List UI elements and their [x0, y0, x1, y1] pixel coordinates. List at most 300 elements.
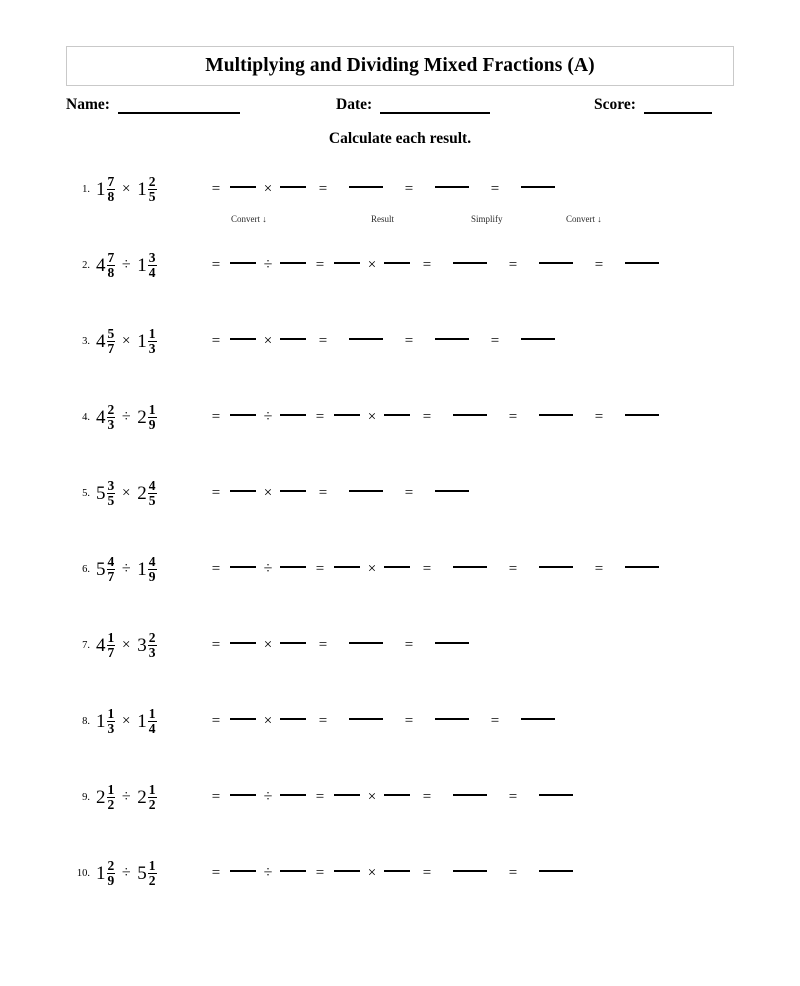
answer-blank-cell[interactable] — [278, 416, 308, 418]
answer-blank-cell[interactable] — [338, 492, 394, 494]
divide-sign: ÷ — [121, 256, 131, 273]
answer-blank-cell[interactable] — [228, 340, 258, 342]
answer-blank-cell[interactable] — [278, 568, 308, 570]
answer-blank[interactable] — [280, 490, 306, 492]
divide-sign: ÷ — [263, 408, 273, 425]
denominator: 9 — [148, 568, 156, 584]
divide-sign: ÷ — [121, 864, 131, 881]
solution-chain — [204, 561, 766, 577]
answer-blank[interactable] — [349, 186, 383, 188]
numerator: 1 — [148, 705, 156, 721]
equals-sign: = — [508, 408, 518, 425]
answer-blank[interactable] — [539, 414, 573, 416]
denominator: 5 — [107, 492, 115, 508]
fraction-part — [148, 631, 157, 660]
numerator: 1 — [148, 857, 156, 873]
fraction-part — [107, 859, 116, 888]
denominator: 2 — [148, 796, 156, 812]
fraction-part — [107, 783, 116, 812]
equals-sign: = — [594, 256, 604, 273]
equals-sign: = — [318, 332, 328, 349]
mixed-number — [96, 859, 115, 888]
student-info-row — [66, 96, 734, 130]
answer-blank[interactable] — [384, 414, 410, 416]
answer-blank[interactable] — [539, 566, 573, 568]
step-label-convert-up: Convert ↓ — [231, 214, 267, 224]
mixed-number — [137, 859, 156, 888]
problem-line — [66, 546, 766, 592]
solution-chain — [204, 182, 766, 197]
answer-blank-cell[interactable] — [382, 568, 412, 570]
numerator: 1 — [107, 781, 115, 797]
problem-line — [66, 394, 766, 440]
answer-blank-cell[interactable] — [278, 644, 308, 646]
answer-blank[interactable] — [230, 414, 256, 416]
answer-blank-cell[interactable] — [332, 796, 362, 798]
denominator: 8 — [107, 188, 115, 204]
problem-number: 10. — [76, 867, 90, 879]
whole-part: 3 — [137, 634, 147, 656]
answer-blank-cell[interactable] — [278, 340, 308, 342]
step-label-simplify: Simplify — [471, 214, 503, 224]
name-write-line[interactable] — [118, 112, 240, 114]
denominator: 3 — [107, 720, 115, 736]
equals-sign: = — [490, 712, 500, 729]
answer-blank-cell[interactable] — [382, 264, 412, 266]
answer-blank[interactable] — [334, 566, 360, 568]
mixed-number — [137, 479, 156, 508]
answer-blank[interactable] — [435, 718, 469, 720]
solution-chain — [204, 638, 766, 653]
answer-blank[interactable] — [280, 794, 306, 796]
solution-chain — [204, 789, 766, 805]
answer-blank[interactable] — [230, 794, 256, 796]
answer-blank[interactable] — [349, 718, 383, 720]
answer-blank-cell[interactable] — [614, 568, 670, 570]
mixed-number — [137, 175, 156, 204]
numerator: 1 — [107, 705, 115, 721]
numerator: 5 — [107, 325, 115, 341]
denominator: 7 — [107, 568, 115, 584]
equals-sign: = — [404, 180, 414, 197]
mixed-number — [137, 707, 156, 736]
denominator: 3 — [148, 644, 156, 660]
equals-sign: = — [422, 256, 432, 273]
answer-blank-cell[interactable] — [528, 568, 584, 570]
answer-blank[interactable] — [349, 642, 383, 644]
answer-blank-cell[interactable] — [278, 492, 308, 494]
answer-blank[interactable] — [334, 262, 360, 264]
divide-sign: ÷ — [263, 256, 273, 273]
answer-blank[interactable] — [334, 870, 360, 872]
equals-sign: = — [318, 484, 328, 501]
fraction-part — [107, 707, 116, 736]
answer-blank[interactable] — [230, 566, 256, 568]
answer-blank-cell[interactable] — [338, 188, 394, 190]
equals-sign: = — [404, 636, 414, 653]
fraction-part — [148, 175, 157, 204]
step-label-row — [66, 214, 766, 232]
problem-line — [66, 318, 766, 364]
denominator: 7 — [107, 340, 115, 356]
equals-sign: = — [211, 332, 221, 349]
answer-blank[interactable] — [384, 794, 410, 796]
denominator: 9 — [148, 416, 156, 432]
equals-sign: = — [211, 864, 221, 881]
whole-part: 1 — [96, 862, 106, 884]
problem-line — [66, 850, 766, 896]
whole-part: 4 — [96, 406, 106, 428]
answer-blank[interactable] — [453, 870, 487, 872]
multiply-sign: × — [263, 636, 273, 653]
answer-blank[interactable] — [521, 338, 555, 340]
answer-blank-cell[interactable] — [442, 568, 498, 570]
answer-blank-cell[interactable] — [528, 796, 584, 798]
fraction-part — [148, 859, 157, 888]
problem-line — [66, 470, 766, 516]
problem-line — [66, 622, 766, 668]
answer-blank-cell[interactable] — [442, 416, 498, 418]
answer-blank-cell[interactable] — [382, 416, 412, 418]
problem-expression — [96, 783, 204, 812]
answer-blank[interactable] — [230, 490, 256, 492]
problem-row — [66, 470, 766, 546]
answer-blank[interactable] — [625, 414, 659, 416]
answer-blank-cell[interactable] — [332, 872, 362, 874]
whole-part: 2 — [137, 786, 147, 808]
step-label-convert-down: Convert ↓ — [566, 214, 602, 224]
answer-blank[interactable] — [280, 262, 306, 264]
answer-blank-cell[interactable] — [510, 720, 566, 722]
answer-blank[interactable] — [230, 870, 256, 872]
answer-blank[interactable] — [539, 870, 573, 872]
answer-blank-cell[interactable] — [442, 796, 498, 798]
problem-number: 3. — [82, 335, 90, 347]
answer-blank-cell[interactable] — [510, 188, 566, 190]
divide-sign: ÷ — [121, 560, 131, 577]
equals-sign: = — [508, 560, 518, 577]
fraction-part — [148, 707, 157, 736]
numerator: 2 — [148, 629, 156, 645]
answer-blank[interactable] — [280, 186, 306, 188]
divide-sign: ÷ — [121, 408, 131, 425]
mixed-number — [137, 403, 156, 432]
equals-sign: = — [422, 864, 432, 881]
name-field[interactable] — [66, 96, 240, 114]
answer-blank[interactable] — [280, 642, 306, 644]
answer-blank[interactable] — [453, 414, 487, 416]
answer-blank[interactable] — [349, 490, 383, 492]
problem-line — [66, 774, 766, 820]
whole-part: 2 — [137, 406, 147, 428]
mixed-number — [96, 251, 115, 280]
answer-blank[interactable] — [230, 262, 256, 264]
denominator: 4 — [148, 720, 156, 736]
fraction-part — [107, 479, 116, 508]
numerator: 4 — [148, 477, 156, 493]
answer-blank-cell[interactable] — [338, 644, 394, 646]
problem-number: 8. — [82, 715, 90, 727]
multiply-sign: × — [122, 180, 131, 197]
answer-blank-cell[interactable] — [332, 264, 362, 266]
divide-sign: ÷ — [121, 788, 131, 805]
answer-blank[interactable] — [230, 338, 256, 340]
whole-part: 4 — [96, 254, 106, 276]
answer-blank[interactable] — [230, 186, 256, 188]
answer-blank[interactable] — [384, 870, 410, 872]
answer-blank-cell[interactable] — [278, 264, 308, 266]
answer-blank[interactable] — [625, 262, 659, 264]
denominator: 5 — [148, 492, 156, 508]
equals-sign: = — [211, 408, 221, 425]
answer-blank[interactable] — [625, 566, 659, 568]
answer-blank[interactable] — [384, 566, 410, 568]
multiply-sign: × — [122, 484, 131, 501]
fraction-part — [107, 175, 116, 204]
score-field[interactable] — [594, 96, 712, 114]
answer-blank-cell[interactable] — [528, 872, 584, 874]
numerator: 1 — [148, 325, 156, 341]
multiply-sign: × — [367, 788, 377, 805]
answer-blank-cell[interactable] — [424, 188, 480, 190]
denominator: 2 — [107, 796, 115, 812]
numerator: 4 — [107, 553, 115, 569]
whole-part: 4 — [96, 634, 106, 656]
fraction-part — [107, 555, 116, 584]
equals-sign: = — [404, 332, 414, 349]
answer-blank[interactable] — [435, 338, 469, 340]
answer-blank-cell[interactable] — [278, 188, 308, 190]
equals-sign: = — [211, 788, 221, 805]
whole-part: 5 — [96, 482, 106, 504]
multiply-sign: × — [367, 408, 377, 425]
answer-blank[interactable] — [435, 642, 469, 644]
fraction-part — [148, 783, 157, 812]
denominator: 8 — [107, 264, 115, 280]
answer-blank-cell[interactable] — [424, 492, 480, 494]
fraction-part — [148, 251, 157, 280]
answer-blank[interactable] — [230, 642, 256, 644]
numerator: 1 — [148, 401, 156, 417]
answer-blank-cell[interactable] — [278, 796, 308, 798]
equals-sign: = — [211, 484, 221, 501]
equals-sign: = — [211, 256, 221, 273]
instructions: Calculate each result. — [328, 130, 472, 147]
answer-blank-cell[interactable] — [228, 264, 258, 266]
multiply-sign: × — [263, 180, 273, 197]
answer-blank-cell[interactable] — [332, 568, 362, 570]
answer-blank-cell[interactable] — [278, 720, 308, 722]
problem-row — [66, 242, 766, 318]
answer-blank[interactable] — [280, 338, 306, 340]
fraction-part — [148, 327, 157, 356]
numerator: 4 — [148, 553, 156, 569]
answer-blank-cell[interactable] — [228, 644, 258, 646]
answer-blank-cell[interactable] — [528, 416, 584, 418]
answer-blank-cell[interactable] — [614, 416, 670, 418]
answer-blank[interactable] — [280, 870, 306, 872]
answer-blank[interactable] — [384, 262, 410, 264]
answer-blank[interactable] — [539, 794, 573, 796]
equals-sign: = — [508, 864, 518, 881]
whole-part: 2 — [137, 482, 147, 504]
answer-blank-cell[interactable] — [382, 872, 412, 874]
answer-blank-cell[interactable] — [228, 796, 258, 798]
answer-blank-cell[interactable] — [614, 264, 670, 266]
mixed-number — [96, 479, 115, 508]
title-box — [66, 46, 734, 86]
divide-sign: ÷ — [263, 864, 273, 881]
numerator: 7 — [107, 173, 115, 189]
date-write-line[interactable] — [380, 112, 490, 114]
denominator: 7 — [107, 644, 115, 660]
problem-row — [66, 546, 766, 622]
numerator: 1 — [107, 629, 115, 645]
mixed-number — [96, 631, 115, 660]
mixed-number — [96, 327, 115, 356]
name-label: Name: — [66, 96, 110, 113]
fraction-part — [107, 403, 116, 432]
whole-part: 1 — [96, 178, 106, 200]
equals-sign: = — [211, 712, 221, 729]
numerator: 7 — [107, 249, 115, 265]
answer-blank-cell[interactable] — [228, 720, 258, 722]
answer-blank[interactable] — [521, 186, 555, 188]
numerator: 3 — [107, 477, 115, 493]
answer-blank-cell[interactable] — [278, 872, 308, 874]
equals-sign: = — [422, 560, 432, 577]
problem-row — [66, 318, 766, 394]
mixed-number — [96, 783, 115, 812]
equals-sign: = — [211, 636, 221, 653]
divide-sign: ÷ — [263, 560, 273, 577]
answer-blank[interactable] — [453, 262, 487, 264]
fraction-part — [107, 327, 116, 356]
multiply-sign: × — [122, 636, 131, 653]
denominator: 3 — [148, 340, 156, 356]
answer-blank[interactable] — [453, 794, 487, 796]
whole-part: 1 — [137, 710, 147, 732]
whole-part: 4 — [96, 330, 106, 352]
numerator: 2 — [148, 173, 156, 189]
answer-blank-cell[interactable] — [442, 264, 498, 266]
score-write-line[interactable] — [644, 112, 712, 114]
multiply-sign: × — [263, 332, 273, 349]
solution-chain — [204, 409, 766, 425]
whole-part: 1 — [96, 710, 106, 732]
equals-sign: = — [315, 864, 325, 881]
multiply-sign: × — [263, 712, 273, 729]
answer-blank-cell[interactable] — [228, 568, 258, 570]
denominator: 3 — [107, 416, 115, 432]
mixed-number — [96, 555, 115, 584]
answer-blank-cell[interactable] — [338, 340, 394, 342]
answer-blank[interactable] — [230, 718, 256, 720]
problem-row — [66, 850, 766, 926]
answer-blank[interactable] — [349, 338, 383, 340]
problem-row — [66, 774, 766, 850]
answer-blank-cell[interactable] — [442, 872, 498, 874]
problem-number: 9. — [82, 791, 90, 803]
answer-blank-cell[interactable] — [382, 796, 412, 798]
answer-blank[interactable] — [334, 414, 360, 416]
mixed-number — [137, 251, 156, 280]
multiply-sign: × — [367, 560, 377, 577]
problem-number: 7. — [82, 639, 90, 651]
answer-blank-cell[interactable] — [228, 416, 258, 418]
problem-expression — [96, 707, 204, 736]
answer-blank-cell[interactable] — [338, 720, 394, 722]
equals-sign: = — [508, 256, 518, 273]
answer-blank-cell[interactable] — [424, 720, 480, 722]
denominator: 2 — [148, 872, 156, 888]
fraction-part — [107, 251, 116, 280]
problem-row — [66, 394, 766, 470]
equals-sign: = — [318, 636, 328, 653]
answer-blank[interactable] — [280, 718, 306, 720]
problem-expression — [96, 631, 204, 660]
answer-blank[interactable] — [435, 186, 469, 188]
equals-sign: = — [211, 560, 221, 577]
whole-part: 5 — [137, 862, 147, 884]
answer-blank-cell[interactable] — [424, 340, 480, 342]
mixed-number — [137, 631, 156, 660]
mixed-number — [137, 555, 156, 584]
answer-blank[interactable] — [453, 566, 487, 568]
date-field[interactable] — [336, 96, 490, 114]
answer-blank[interactable] — [280, 566, 306, 568]
multiply-sign: × — [263, 484, 273, 501]
problem-expression — [96, 175, 204, 204]
divide-sign: ÷ — [263, 788, 273, 805]
answer-blank-cell[interactable] — [528, 264, 584, 266]
mixed-number — [96, 707, 115, 736]
whole-part: 1 — [137, 254, 147, 276]
problem-row — [66, 166, 766, 242]
answer-blank[interactable] — [539, 262, 573, 264]
answer-blank[interactable] — [334, 794, 360, 796]
mixed-number — [96, 175, 115, 204]
equals-sign: = — [594, 560, 604, 577]
mixed-number — [137, 327, 156, 356]
answer-blank-cell[interactable] — [332, 416, 362, 418]
problem-row — [66, 622, 766, 698]
problem-number: 2. — [82, 259, 90, 271]
equals-sign: = — [211, 180, 221, 197]
equals-sign: = — [594, 408, 604, 425]
fraction-part — [148, 555, 157, 584]
answer-blank-cell[interactable] — [228, 492, 258, 494]
answer-blank-cell[interactable] — [510, 340, 566, 342]
answer-blank-cell[interactable] — [228, 872, 258, 874]
equals-sign: = — [315, 408, 325, 425]
problem-line — [66, 166, 766, 212]
fraction-part — [107, 631, 116, 660]
numerator: 1 — [148, 781, 156, 797]
problem-expression — [96, 859, 204, 888]
date-label: Date: — [336, 96, 373, 113]
answer-blank[interactable] — [280, 414, 306, 416]
numerator: 2 — [107, 401, 115, 417]
answer-blank[interactable] — [435, 490, 469, 492]
fraction-part — [148, 479, 157, 508]
problem-number: 6. — [82, 563, 90, 575]
answer-blank-cell[interactable] — [424, 644, 480, 646]
multiply-sign: × — [122, 332, 131, 349]
answer-blank[interactable] — [521, 718, 555, 720]
answer-blank-cell[interactable] — [228, 188, 258, 190]
problem-line — [66, 242, 766, 288]
